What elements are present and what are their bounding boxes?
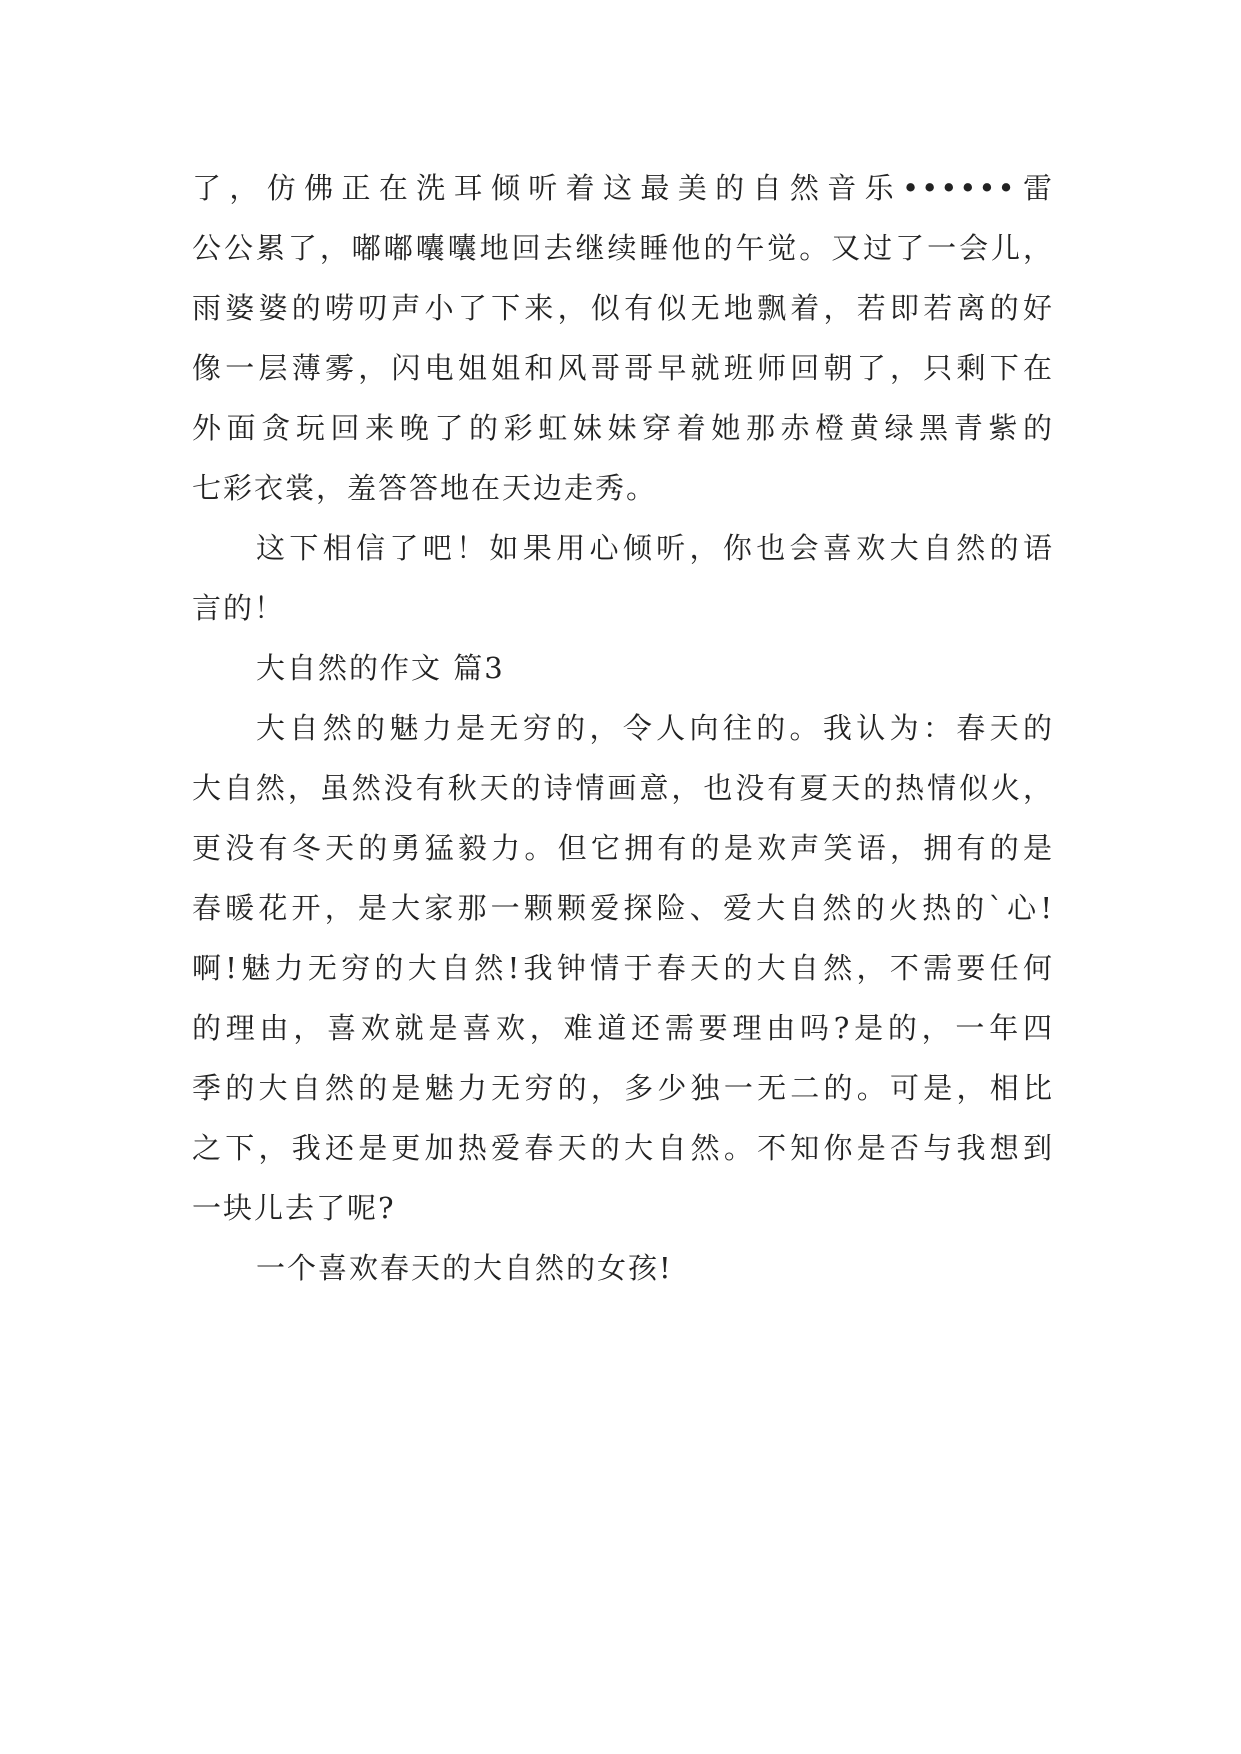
text-line: 春暖花开，是大家那一颗颗爱探险、爱大自然的火热的`心! (192, 891, 1054, 925)
paragraph-2 (192, 518, 1054, 638)
section-title: 大自然的作文 篇3 (256, 651, 505, 685)
text-line: 七彩衣裳，羞答答地在天边走秀。 (192, 471, 658, 505)
document-body (192, 158, 1054, 1298)
section-heading (192, 638, 1054, 698)
paragraph-4 (192, 1238, 1054, 1298)
text-line: 雨婆婆的唠叨声小了下来，似有似无地飘着，若即若离的好 (192, 291, 1054, 325)
text-line: 像一层薄雾，闪电姐姐和风哥哥早就班师回朝了，只剩下在 (192, 351, 1054, 385)
text-line: 之下，我还是更加热爱春天的大自然。不知你是否与我想到 (192, 1131, 1054, 1165)
text-line: 一个喜欢春天的大自然的女孩! (256, 1251, 673, 1285)
paragraph-3 (192, 698, 1054, 1238)
text-line: 啊!魅力无穷的大自然!我钟情于春天的大自然，不需要任何 (192, 951, 1054, 985)
text-line: 一块儿去了呢? (192, 1191, 396, 1225)
text-line: 这下相信了吧！如果用心倾听，你也会喜欢大自然的语 (256, 531, 1054, 565)
text-line: 言的！ (192, 591, 286, 625)
text-line: 外面贪玩回来晚了的彩虹妹妹穿着她那赤橙黄绿黑青紫的 (192, 411, 1054, 445)
text-line: 更没有冬天的勇猛毅力。但它拥有的是欢声笑语，拥有的是 (192, 831, 1054, 865)
text-line: 了，仿佛正在洗耳倾听着这最美的自然音乐••••••雷 (192, 171, 1054, 205)
text-line: 的理由，喜欢就是喜欢，难道还需要理由吗?是的，一年四 (192, 1011, 1054, 1045)
text-line: 大自然，虽然没有秋天的诗情画意，也没有夏天的热情似火， (192, 771, 1054, 805)
text-line: 公公累了，嘟嘟囔囔地回去继续睡他的午觉。又过了一会儿， (192, 231, 1054, 265)
paragraph-1 (192, 158, 1054, 518)
text-line: 季的大自然的是魅力无穷的，多少独一无二的。可是，相比 (192, 1071, 1054, 1105)
text-line: 大自然的魅力是无穷的，令人向往的。我认为：春天的 (256, 711, 1054, 745)
